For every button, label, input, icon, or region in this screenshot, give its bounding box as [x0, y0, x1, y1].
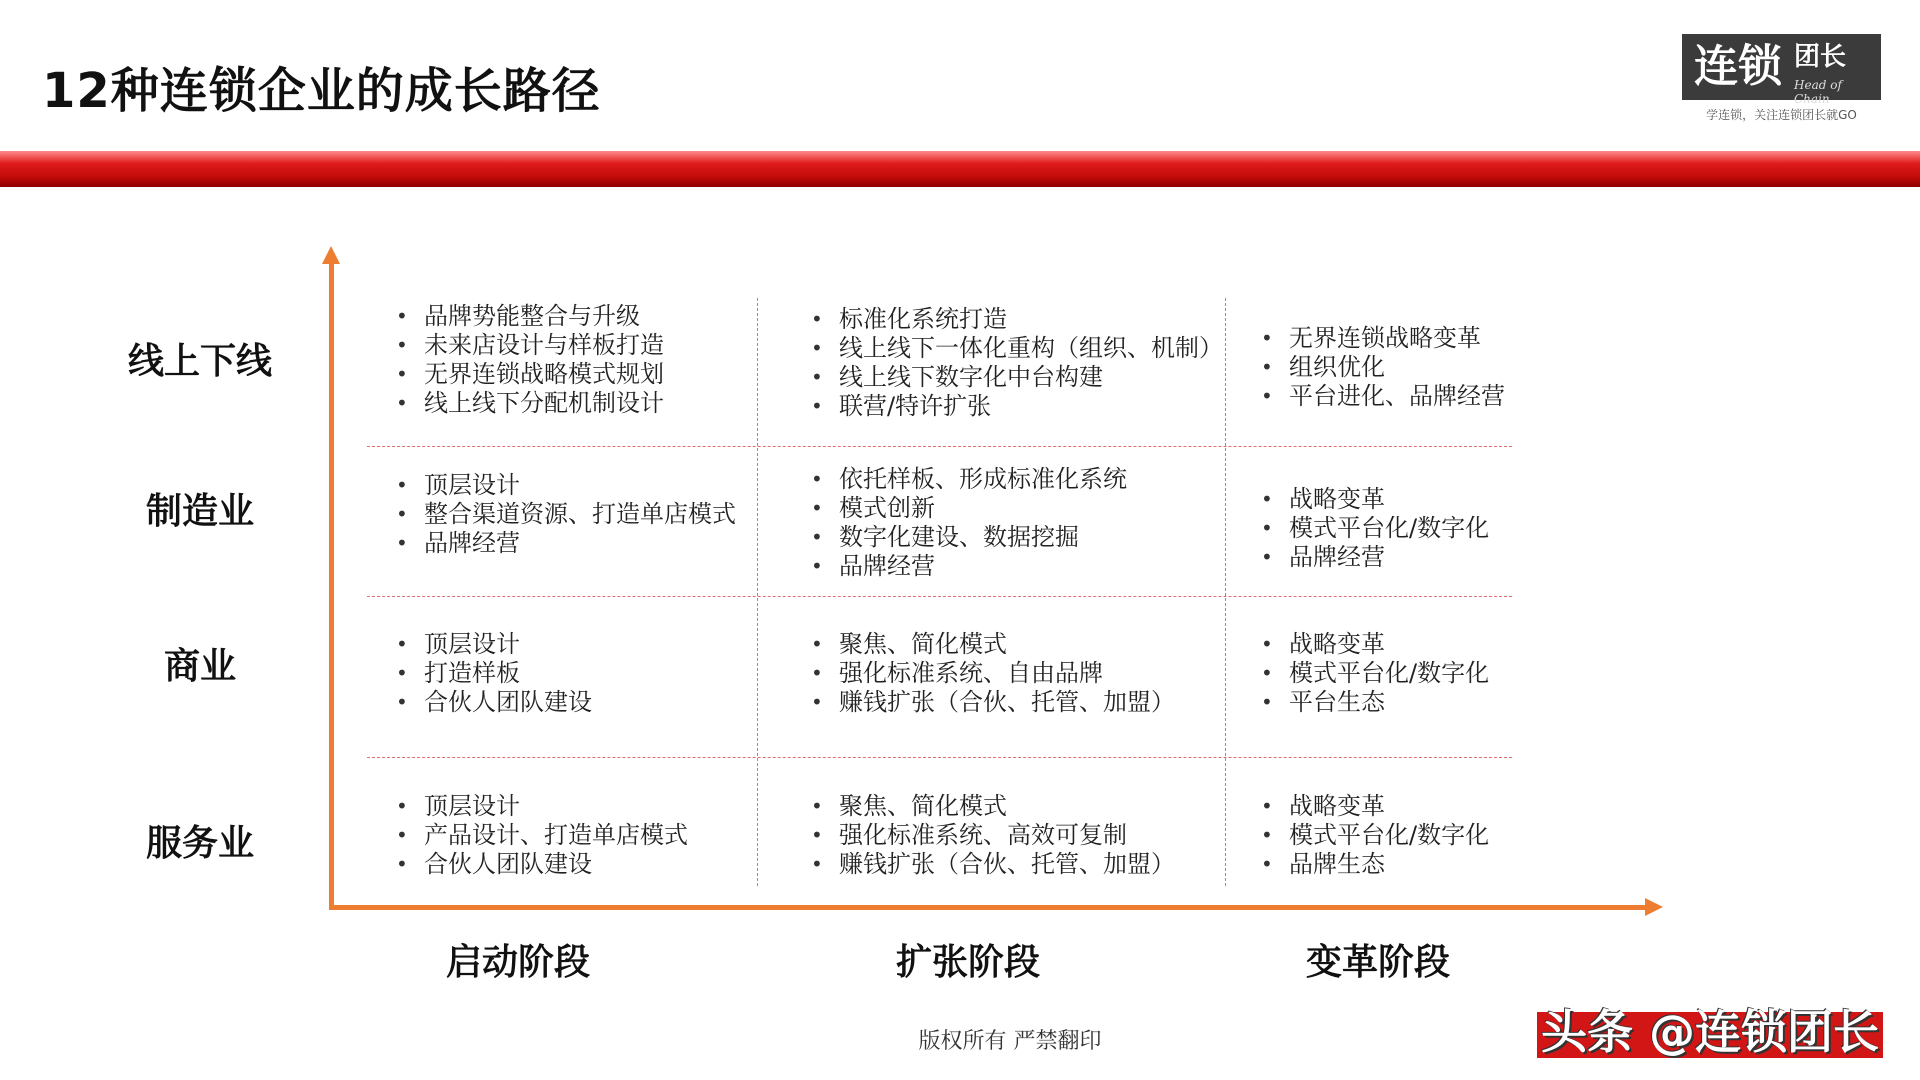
list-item: • 模式创新 — [809, 494, 1127, 523]
list-item: • 线上线下数字化中台构建 — [809, 363, 1223, 392]
list-item: • 顶层设计 — [394, 792, 688, 821]
grid-row-divider — [367, 446, 1512, 447]
cell-manufacturing-transformation — [1259, 485, 1489, 572]
list-item: • 线上线下一体化重构（组织、机制） — [809, 334, 1223, 363]
stage-label-startup: 启动阶段 — [445, 942, 590, 983]
logo-english-text: Head of Chain — [1794, 78, 1842, 106]
list-item: • 顶层设计 — [394, 630, 592, 659]
list-item: • 赚钱扩张（合伙、托管、加盟） — [809, 688, 1175, 717]
list-item: • 整合渠道资源、打造单店模式 — [394, 500, 736, 529]
list-item: • 产品设计、打造单店模式 — [394, 821, 688, 850]
list-item: • 聚焦、简化模式 — [809, 792, 1175, 821]
cell-commerce-startup — [394, 630, 592, 717]
stage-label-expansion: 扩张阶段 — [895, 942, 1040, 983]
cell-manufacturing-startup — [394, 471, 736, 558]
list-item: • 品牌经营 — [809, 552, 1127, 581]
row-label-online-offline: 线上下线 — [127, 341, 272, 382]
grid-row-divider — [367, 596, 1512, 597]
list-item: • 无界连锁战略变革 — [1259, 324, 1505, 353]
list-item: • 顶层设计 — [394, 471, 736, 500]
header-red-band — [0, 151, 1920, 187]
row-label-manufacturing: 制造业 — [145, 491, 254, 532]
list-item: • 战略变革 — [1259, 630, 1489, 659]
list-item: • 平台进化、品牌经营 — [1259, 382, 1505, 411]
logo-tagline: 学连锁，关注连锁团长就GO — [1706, 108, 1857, 122]
list-item: • 合伙人团队建设 — [394, 688, 592, 717]
grid-column-divider — [1225, 298, 1226, 886]
x-axis-line — [329, 905, 1649, 910]
stage-label-transformation: 变革阶段 — [1305, 942, 1450, 983]
list-item: • 未来店设计与样板打造 — [394, 331, 664, 360]
cell-services-transformation — [1259, 792, 1489, 879]
y-axis-arrow-icon — [322, 246, 340, 264]
watermark-text: 头条 @连锁团长 — [1540, 1005, 1879, 1059]
logo-main-text: 连锁 — [1694, 41, 1782, 92]
list-item: • 模式平台化/数字化 — [1259, 514, 1489, 543]
y-axis-line — [329, 262, 334, 910]
cell-commerce-expansion — [809, 630, 1175, 717]
list-item: • 品牌生态 — [1259, 850, 1489, 879]
list-item: • 组织优化 — [1259, 353, 1505, 382]
cell-online-startup — [394, 302, 664, 418]
cell-online-transformation — [1259, 324, 1505, 411]
list-item: • 线上线下分配机制设计 — [394, 389, 664, 418]
cell-commerce-transformation — [1259, 630, 1489, 717]
brand-logo — [1682, 34, 1881, 106]
list-item: • 品牌经营 — [1259, 543, 1489, 572]
list-item: • 依托样板、形成标准化系统 — [809, 465, 1127, 494]
list-item: • 强化标准系统、自由品牌 — [809, 659, 1175, 688]
page-title: 12种连锁企业的成长路径 — [42, 63, 601, 119]
copyright-footer: 版权所有 严禁翻印 — [918, 1029, 1102, 1054]
cell-services-expansion — [809, 792, 1175, 879]
cell-manufacturing-expansion — [809, 465, 1127, 581]
list-item: • 数字化建设、数据挖掘 — [809, 523, 1127, 552]
cell-online-expansion — [809, 305, 1223, 421]
cell-services-startup — [394, 792, 688, 879]
list-item: • 模式平台化/数字化 — [1259, 821, 1489, 850]
list-item: • 无界连锁战略模式规划 — [394, 360, 664, 389]
row-label-services: 服务业 — [145, 823, 254, 864]
list-item: • 品牌经营 — [394, 529, 736, 558]
list-item: • 战略变革 — [1259, 485, 1489, 514]
list-item: • 品牌势能整合与升级 — [394, 302, 664, 331]
list-item: • 打造样板 — [394, 659, 592, 688]
list-item: • 合伙人团队建设 — [394, 850, 688, 879]
list-item: • 联营/特许扩张 — [809, 392, 1223, 421]
x-axis-arrow-icon — [1645, 898, 1663, 916]
list-item: • 平台生态 — [1259, 688, 1489, 717]
logo-side-text: 团长 — [1794, 42, 1847, 72]
grid-column-divider — [757, 298, 758, 886]
list-item: • 聚焦、简化模式 — [809, 630, 1175, 659]
row-label-commerce: 商业 — [163, 646, 236, 687]
list-item: • 标准化系统打造 — [809, 305, 1223, 334]
list-item: • 强化标准系统、高效可复制 — [809, 821, 1175, 850]
list-item: • 赚钱扩张（合伙、托管、加盟） — [809, 850, 1175, 879]
list-item: • 战略变革 — [1259, 792, 1489, 821]
grid-row-divider — [367, 757, 1512, 758]
list-item: • 模式平台化/数字化 — [1259, 659, 1489, 688]
